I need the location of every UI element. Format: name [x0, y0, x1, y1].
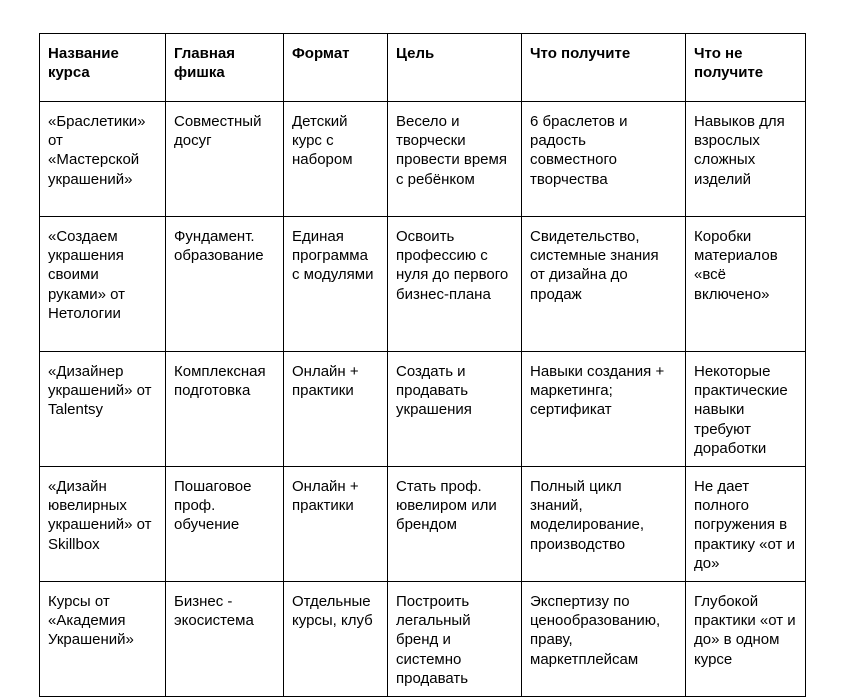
table-row [40, 217, 806, 352]
cell-course-name: «Дизайн ювелирных украшений» от Skillbox [40, 467, 166, 582]
cell-main-feature: Комплексная подготовка [166, 352, 284, 467]
cell-what-you-dont-get: Коробки материалов «всё включено» [686, 217, 806, 352]
cell-what-you-dont-get: Глубокой практики «от и до» в одном курсе [686, 582, 806, 697]
header-what-you-get: Что получите [522, 34, 686, 102]
header-main-feature: Главная фишка [166, 34, 284, 102]
cell-goal: Построить легальный бренд и системно продавать [388, 582, 522, 697]
header-course-name: Название курса [40, 34, 166, 102]
header-format: Формат [284, 34, 388, 102]
cell-what-you-dont-get: Некоторые практические навыки требуют доработки [686, 352, 806, 467]
cell-main-feature: Совместный досуг [166, 102, 284, 217]
cell-main-feature: Пошаговое проф. обучение [166, 467, 284, 582]
cell-goal: Весело и творчески провести время с ребёнком [388, 102, 522, 217]
cell-main-feature: Бизнес - экосистема [166, 582, 284, 697]
cell-format: Онлайн + практики [284, 352, 388, 467]
cell-format: Онлайн + практики [284, 467, 388, 582]
cell-format: Единая программа с модулями [284, 217, 388, 352]
cell-format: Детский курс с набором [284, 102, 388, 217]
cell-what-you-get: Свидетельство, системные знания от дизайна до продаж [522, 217, 686, 352]
cell-format: Отдельные курсы, клуб [284, 582, 388, 697]
cell-goal: Создать и продавать украшения [388, 352, 522, 467]
cell-what-you-get: Навыки создания + маркетинга; сертификат [522, 352, 686, 467]
table-row [40, 582, 806, 697]
cell-course-name: «Браслетики» от «Мастерской украшений» [40, 102, 166, 217]
header-goal: Цель [388, 34, 522, 102]
cell-what-you-dont-get: Навыков для взрослых сложных изделий [686, 102, 806, 217]
cell-course-name: «Дизайнер украшений» от Talentsy [40, 352, 166, 467]
header-what-you-dont-get: Что не получите [686, 34, 806, 102]
cell-what-you-dont-get: Не дает полного погружения в практику «от и до» [686, 467, 806, 582]
cell-goal: Освоить профессию с нуля до первого бизнес-плана [388, 217, 522, 352]
cell-what-you-get: Экспертизу по ценообразованию, праву, маркетплейсам [522, 582, 686, 697]
courses-comparison-table [39, 33, 806, 697]
cell-what-you-get: Полный цикл знаний, моделирование, производство [522, 467, 686, 582]
cell-course-name: Курсы от «Академия Украшений» [40, 582, 166, 697]
cell-what-you-get: 6 браслетов и радость совместного творчества [522, 102, 686, 217]
table-row [40, 102, 806, 217]
table-header-row [40, 34, 806, 102]
table-row [40, 352, 806, 467]
cell-goal: Стать проф. ювелиром или брендом [388, 467, 522, 582]
cell-main-feature: Фундамент. образование [166, 217, 284, 352]
cell-course-name: «Создаем украшения своими руками» от Нетологии [40, 217, 166, 352]
table-row [40, 467, 806, 582]
